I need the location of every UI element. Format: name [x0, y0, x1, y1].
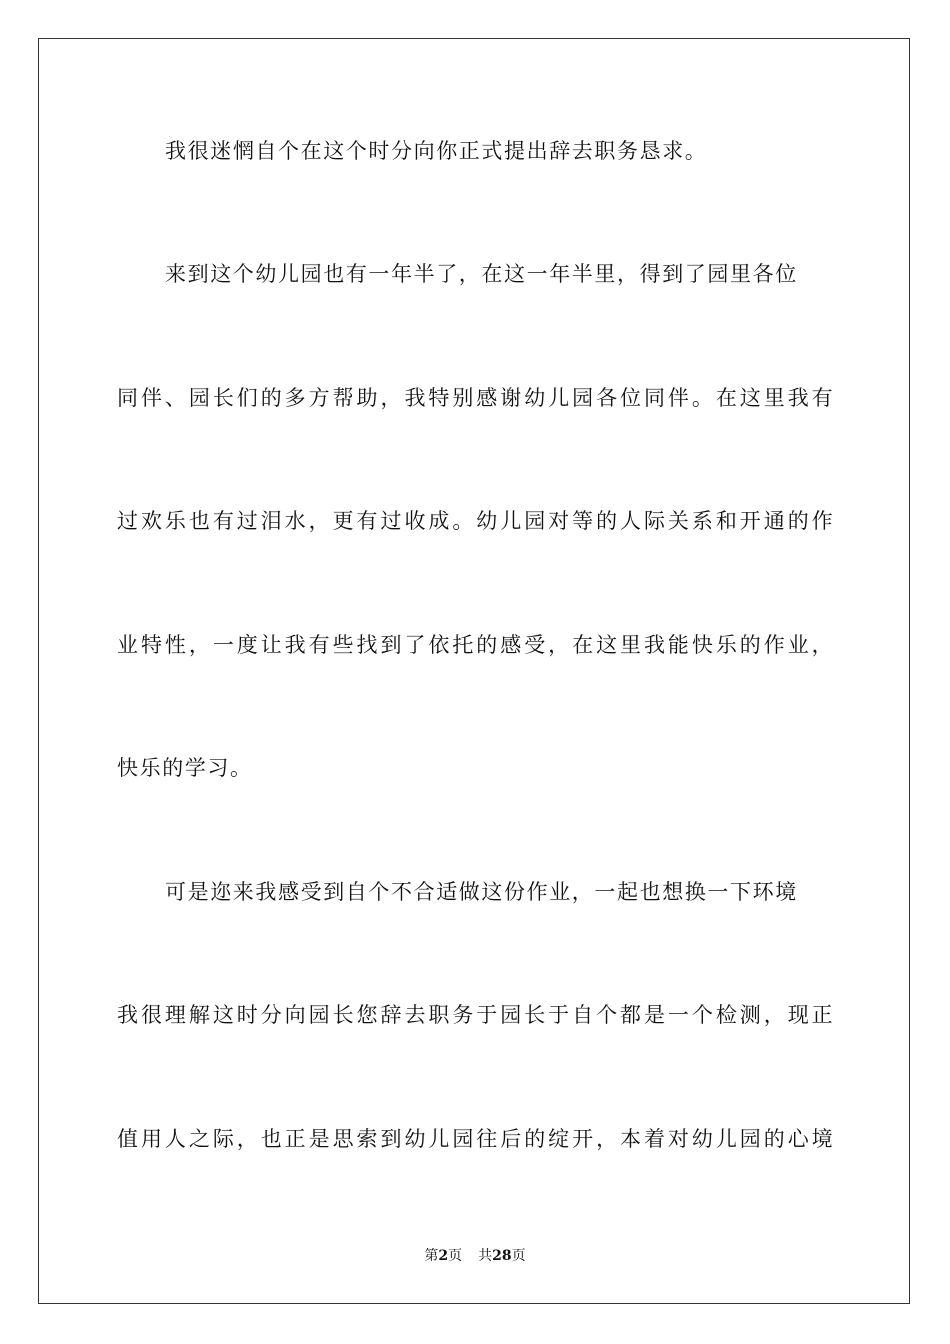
glyph: 业 [787, 633, 809, 657]
glyph: 我 [643, 633, 665, 657]
glyph: 这 [212, 1003, 234, 1027]
glyph: 我 [117, 1003, 138, 1027]
glyph: 成 [428, 509, 450, 533]
glyph: 我 [284, 633, 306, 657]
glyph: 人 [164, 1127, 186, 1151]
glyph: 的 [787, 509, 809, 533]
paragraph-line-9 [117, 1124, 833, 1154]
glyph: 乐 [715, 633, 737, 657]
glyph: 。 [452, 509, 474, 533]
paragraph-line-8 [117, 1000, 833, 1030]
glyph: 感 [500, 633, 522, 657]
glyph: 过 [236, 509, 258, 533]
glyph: 业 [117, 633, 138, 657]
glyph: 之 [188, 1127, 210, 1151]
glyph: 里 [763, 386, 785, 410]
glyph: 向 [284, 1003, 306, 1027]
glyph: 同 [643, 386, 665, 410]
glyph: 心 [787, 1127, 809, 1151]
glyph: 长 [524, 1003, 546, 1027]
glyph: 自 [572, 1003, 594, 1027]
glyph: 幼 [476, 509, 498, 533]
paragraph-line-6: 快乐的学习。 [117, 756, 253, 780]
glyph: 幼 [404, 1127, 426, 1151]
glyph: ， [236, 1127, 258, 1151]
glyph: 了 [404, 633, 426, 657]
glyph: 时 [236, 1003, 258, 1027]
glyph: ， [188, 633, 210, 657]
glyph: 索 [356, 1127, 378, 1151]
glyph: 园 [500, 1003, 522, 1027]
glyph: 通 [763, 509, 785, 533]
glyph: 幼 [691, 1127, 713, 1151]
glyph: 辞 [380, 1003, 402, 1027]
glyph: 园 [188, 386, 210, 410]
glyph: 也 [260, 1127, 282, 1151]
glyph: 都 [620, 1003, 642, 1027]
glyph: 同 [117, 386, 138, 410]
glyph: 找 [356, 633, 378, 657]
glyph: 位 [620, 386, 642, 410]
glyph: 理 [164, 1003, 186, 1027]
paragraph-line-5 [117, 630, 833, 660]
glyph: 性 [164, 633, 186, 657]
glyph: 您 [356, 1003, 378, 1027]
paragraph-line-7: 可是迩来我感受到自个不合适做这份作业，一起也想换一下环境 [165, 880, 798, 904]
total-prefix: 共 [478, 1248, 493, 1264]
glyph: 园 [739, 1127, 761, 1151]
glyph: 让 [260, 633, 282, 657]
glyph: 特 [428, 386, 450, 410]
glyph: 在 [572, 633, 594, 657]
glyph: 到 [380, 1127, 402, 1151]
glyph: 对 [667, 1127, 689, 1151]
glyph: 的 [524, 1127, 546, 1151]
glyph: 绽 [548, 1127, 570, 1151]
total-suffix: 页 [511, 1248, 526, 1264]
glyph: 于 [476, 1003, 498, 1027]
glyph: 儿 [548, 386, 570, 410]
glyph: ， [308, 509, 330, 533]
glyph: 幼 [524, 386, 546, 410]
glyph: 检 [715, 1003, 737, 1027]
glyph: 。 [691, 386, 713, 410]
page-footer [0, 1246, 950, 1266]
glyph: 际 [212, 1127, 234, 1151]
glyph: 我 [404, 386, 426, 410]
glyph: 有 [811, 386, 833, 410]
glyph: ， [596, 1127, 618, 1151]
glyph: 开 [572, 1127, 594, 1151]
glyph: 伴 [140, 386, 162, 410]
paragraph-line-1: 我很迷惘自个在这个时分向你正式提出辞去职务恳求。 [165, 139, 708, 163]
glyph: 过 [380, 509, 402, 533]
glyph: 正 [284, 1127, 306, 1151]
glyph: 依 [428, 633, 450, 657]
glyph: 特 [140, 633, 162, 657]
glyph: 用 [140, 1127, 162, 1151]
glyph: 的 [596, 509, 618, 533]
glyph: 值 [117, 1127, 138, 1151]
glyph: 乐 [164, 509, 186, 533]
glyph: 有 [308, 633, 330, 657]
glyph: 往 [476, 1127, 498, 1151]
glyph: 的 [739, 633, 761, 657]
glyph: 后 [500, 1127, 522, 1151]
glyph: 这 [739, 386, 761, 410]
glyph: 里 [620, 633, 642, 657]
glyph: 托 [452, 633, 474, 657]
glyph: 快 [691, 633, 713, 657]
glyph: 儿 [715, 1127, 737, 1151]
glyph: ， [811, 633, 833, 657]
paragraph-line-2: 来到这个幼儿园也有一年半了，在这一年半里，得到了园里各位 [165, 262, 798, 286]
glyph: 谢 [500, 386, 522, 410]
glyph: 感 [476, 386, 498, 410]
glyph: 多 [284, 386, 306, 410]
glyph: 着 [643, 1127, 665, 1151]
glyph: 度 [236, 633, 258, 657]
glyph: 去 [404, 1003, 426, 1027]
glyph: 一 [212, 633, 234, 657]
glyph: 长 [212, 386, 234, 410]
glyph: 、 [164, 386, 186, 410]
glyph: 园 [572, 386, 594, 410]
glyph: 长 [332, 1003, 354, 1027]
glyph: 们 [236, 386, 258, 410]
glyph: 人 [620, 509, 642, 533]
glyph: 园 [452, 1127, 474, 1151]
glyph: 园 [308, 1003, 330, 1027]
glyph: 的 [476, 633, 498, 657]
glyph: 是 [308, 1127, 330, 1151]
glyph: 收 [404, 509, 426, 533]
total-pages-number: 28 [492, 1248, 512, 1264]
glyph: ， [763, 1003, 785, 1027]
glyph: 的 [260, 386, 282, 410]
glyph: 泪 [260, 509, 282, 533]
glyph: 系 [691, 509, 713, 533]
glyph: 本 [620, 1127, 642, 1151]
paragraph-line-3 [117, 383, 833, 413]
glyph: 个 [691, 1003, 713, 1027]
glyph: 解 [188, 1003, 210, 1027]
glyph: 在 [715, 386, 737, 410]
glyph: 思 [332, 1127, 354, 1151]
glyph: 园 [524, 509, 546, 533]
glyph: 和 [715, 509, 737, 533]
glyph: 方 [308, 386, 330, 410]
glyph: 于 [548, 1003, 570, 1027]
paragraph-line-4 [117, 506, 833, 536]
glyph: 欢 [140, 509, 162, 533]
glyph: 境 [811, 1127, 833, 1151]
glyph: 我 [787, 386, 809, 410]
glyph: 儿 [500, 509, 522, 533]
glyph: 受 [524, 633, 546, 657]
glyph: 儿 [428, 1127, 450, 1151]
glyph: 能 [667, 633, 689, 657]
glyph: ， [548, 633, 570, 657]
glyph: ， [380, 386, 402, 410]
glyph: 很 [140, 1003, 162, 1027]
glyph: 一 [667, 1003, 689, 1027]
glyph: 关 [667, 509, 689, 533]
glyph: 对 [548, 509, 570, 533]
glyph: 助 [356, 386, 378, 410]
glyph: 过 [117, 509, 138, 533]
glyph: 测 [739, 1003, 761, 1027]
glyph: 作 [763, 633, 785, 657]
page-frame [38, 38, 910, 1304]
glyph: 有 [356, 509, 378, 533]
glyph: 些 [332, 633, 354, 657]
glyph: 别 [452, 386, 474, 410]
glyph: 开 [739, 509, 761, 533]
glyph: 是 [643, 1003, 665, 1027]
glyph: 分 [260, 1003, 282, 1027]
glyph: 职 [428, 1003, 450, 1027]
glyph: 到 [380, 633, 402, 657]
glyph: 这 [596, 633, 618, 657]
glyph: 个 [596, 1003, 618, 1027]
glyph: 伴 [667, 386, 689, 410]
glyph: 现 [787, 1003, 809, 1027]
page-suffix: 页 [448, 1248, 463, 1264]
page-prefix: 第 [424, 1248, 439, 1264]
glyph: 等 [572, 509, 594, 533]
glyph: 更 [332, 509, 354, 533]
glyph: 务 [452, 1003, 474, 1027]
glyph: 作 [811, 509, 833, 533]
glyph: 帮 [332, 386, 354, 410]
glyph: 也 [188, 509, 210, 533]
glyph: 水 [284, 509, 306, 533]
current-page-number: 2 [438, 1248, 449, 1264]
glyph: 有 [212, 509, 234, 533]
glyph: 各 [596, 386, 618, 410]
glyph: 的 [763, 1127, 785, 1151]
glyph: 际 [643, 509, 665, 533]
glyph: 正 [811, 1003, 833, 1027]
